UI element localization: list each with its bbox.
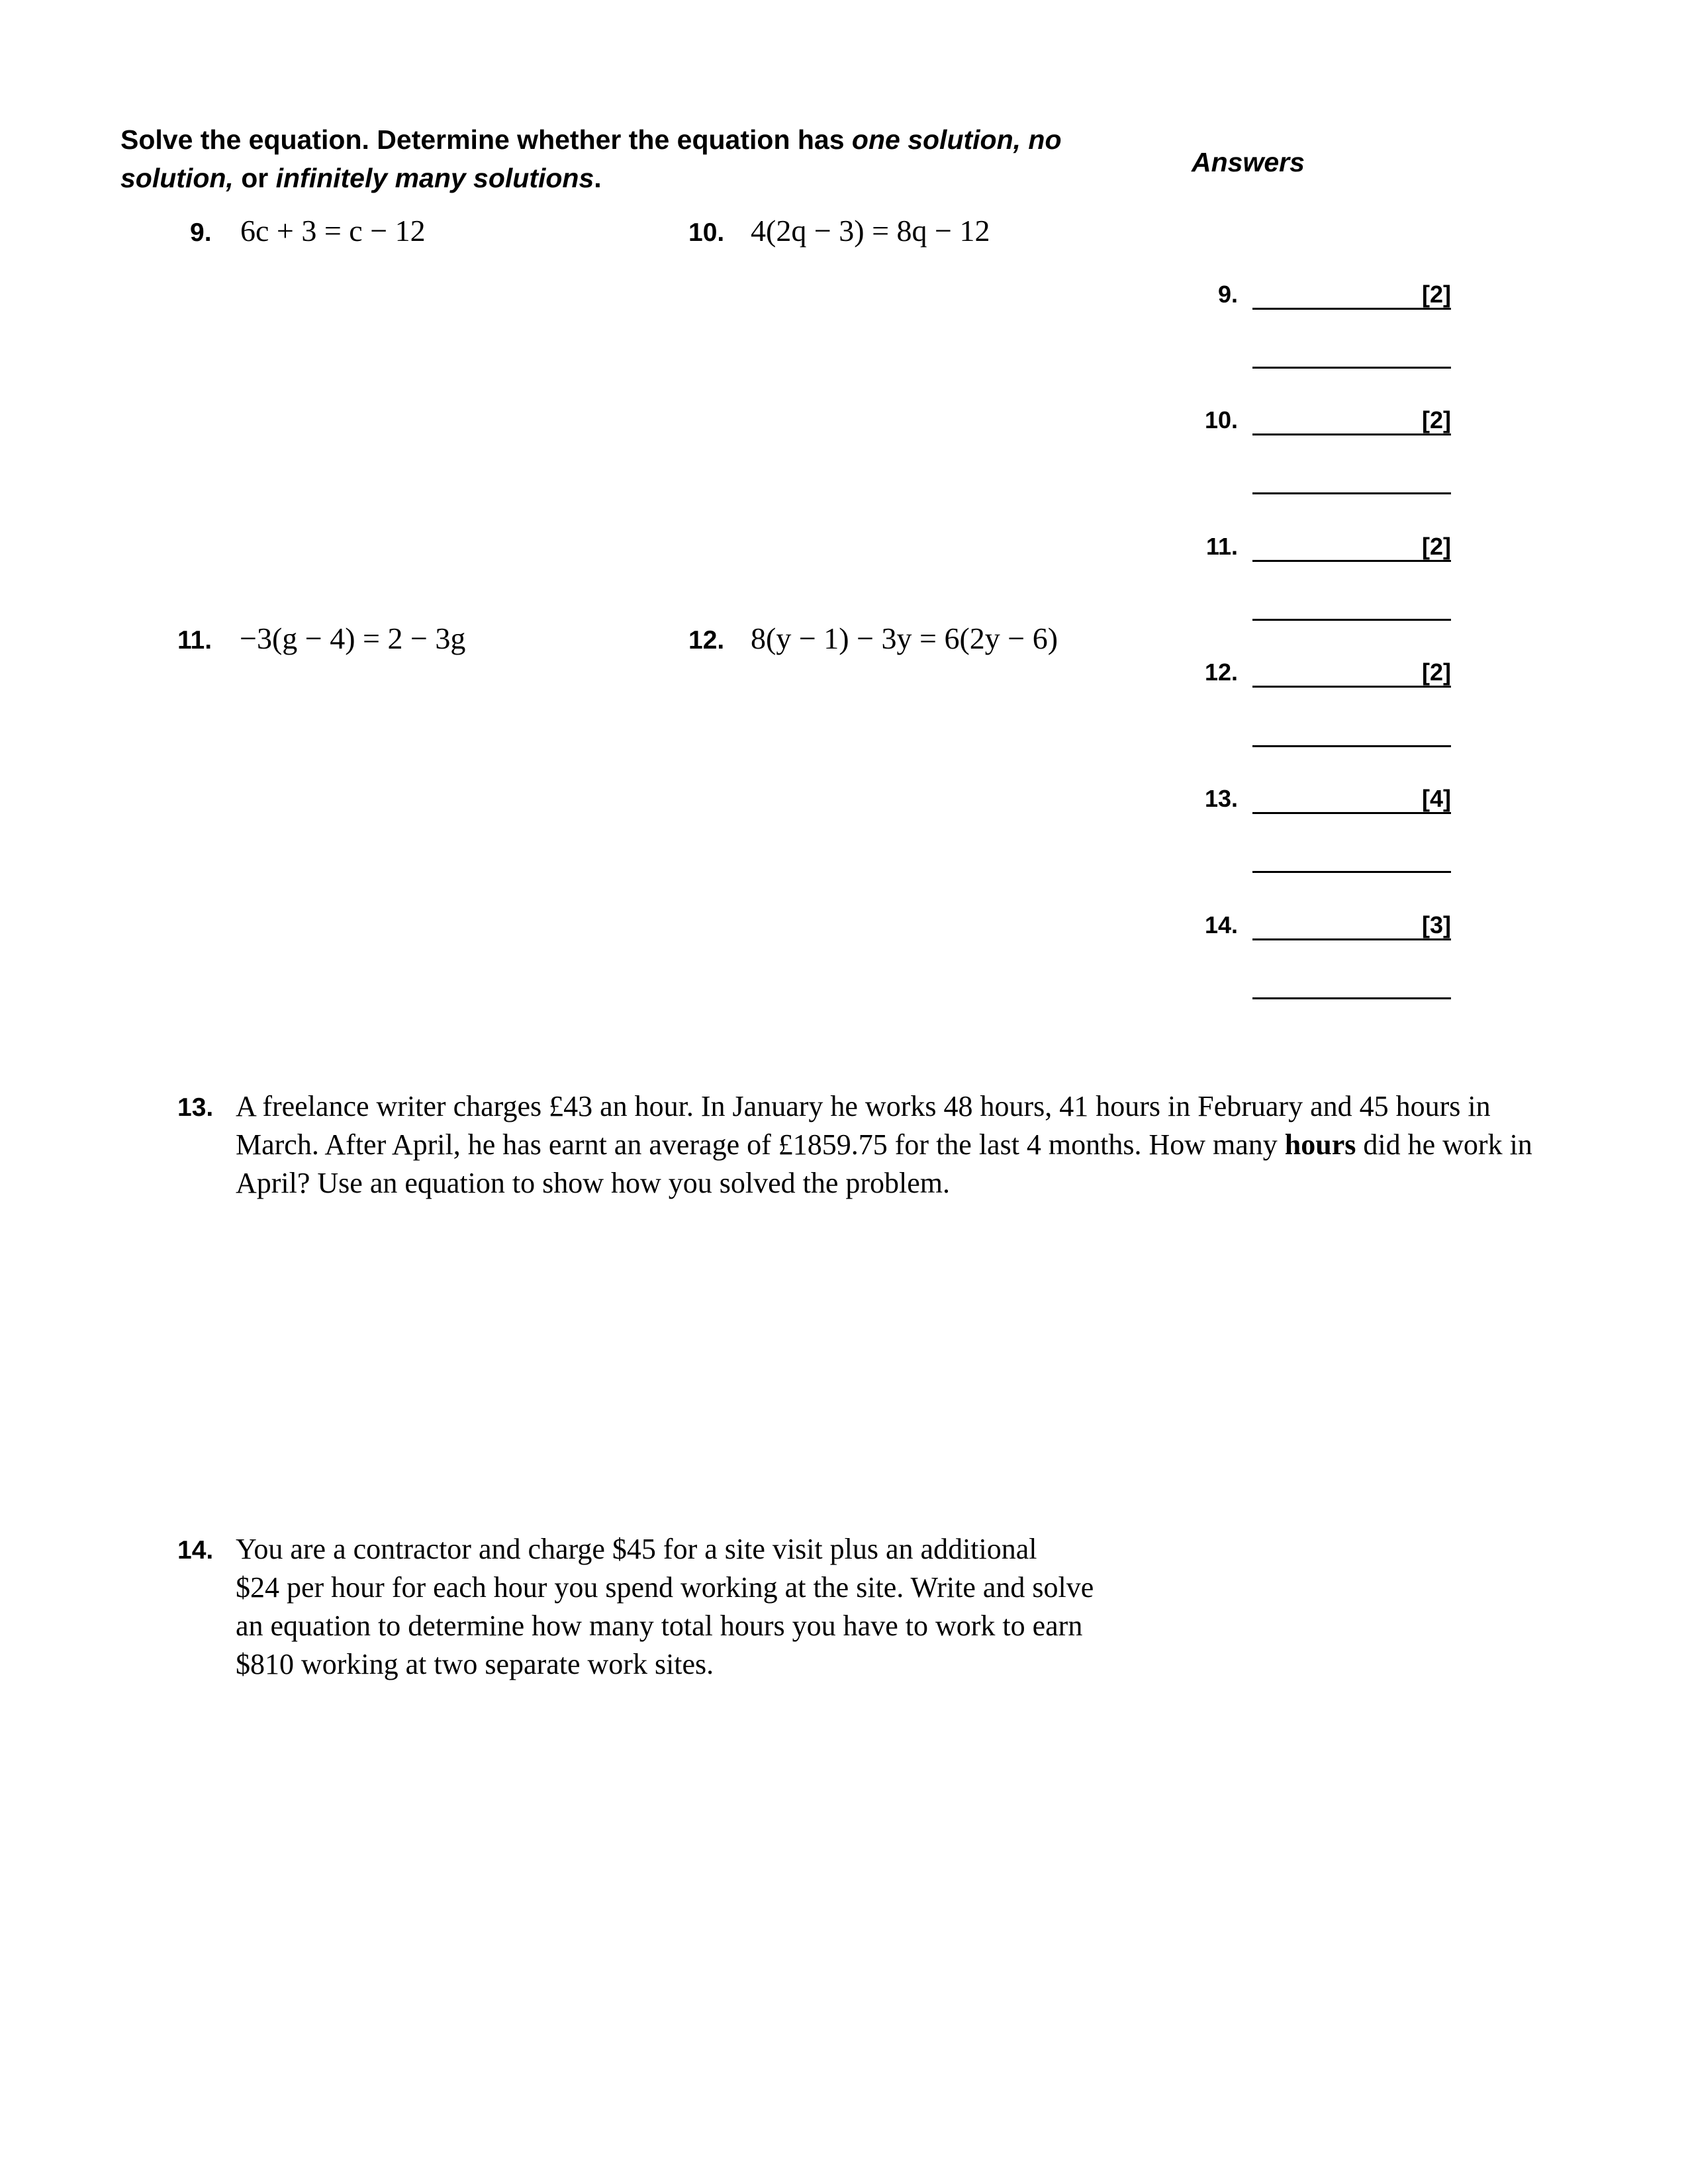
problem-13-text <box>236 1087 1560 1203</box>
problem-14-line-2: $24 per hour for each hour you spend working at the site. Write and solve <box>236 1571 1094 1604</box>
answer-extra-blank-9[interactable] <box>1252 367 1451 369</box>
answer-points-10: [2] <box>1422 406 1451 433</box>
equation-10 <box>688 213 990 248</box>
answers-heading: Answers <box>1192 147 1305 177</box>
equation-9-number: 9. <box>190 218 212 247</box>
problem-14-line-3: an equation to determine how many total hours you have to work to earn <box>236 1610 1083 1642</box>
answer-extra-blank-11[interactable] <box>1252 619 1451 621</box>
equation-9-expression: 6c + 3 = c − 12 <box>240 214 426 248</box>
answer-row-12 <box>1178 659 1456 692</box>
answer-row-10 <box>1178 406 1456 439</box>
instructions-option-2: infinitely many solutions <box>275 163 594 193</box>
answer-row-11 <box>1178 533 1456 566</box>
problem-13 <box>177 1087 1568 1206</box>
equation-12 <box>688 621 1058 656</box>
instructions-option-1: one solution, no solution, <box>120 124 1062 193</box>
answer-points-11: [2] <box>1422 533 1451 560</box>
equation-10-number: 10. <box>688 218 725 247</box>
answer-points-12: [2] <box>1422 659 1451 686</box>
equation-11-number: 11. <box>177 626 212 655</box>
equation-12-expression: 8(y − 1) − 3y = 6(2y − 6) <box>751 621 1058 655</box>
equation-10-expression: 4(2q − 3) = 8q − 12 <box>751 214 990 248</box>
answer-number-12: 12. <box>1204 659 1238 686</box>
problem-14-number: 14. <box>177 1536 214 1565</box>
instructions <box>120 120 1127 197</box>
problem-13-bold-word: hours <box>1284 1128 1356 1161</box>
answer-number-13: 13. <box>1204 785 1238 812</box>
answer-points-9: [2] <box>1422 281 1451 308</box>
answer-number-10: 10. <box>1204 406 1238 433</box>
problem-14-line-1: You are a contractor and charge $45 for a site visit plus an additional <box>236 1533 1037 1565</box>
answer-row-13 <box>1178 785 1456 818</box>
answer-points-14: [3] <box>1422 911 1451 938</box>
problem-14 <box>177 1530 1170 1689</box>
answer-points-13: [4] <box>1422 785 1451 812</box>
answer-number-9: 9. <box>1217 281 1238 308</box>
answer-number-11: 11. <box>1205 533 1238 560</box>
answer-row-14 <box>1178 911 1456 944</box>
equation-11-expression: −3(g − 4) = 2 − 3g <box>240 621 466 655</box>
answer-row-9 <box>1178 281 1456 314</box>
problem-14-line-4: $810 working at two separate work sites. <box>236 1648 714 1680</box>
problem-13-number: 13. <box>177 1093 214 1122</box>
problem-13-text-2: did he work in April? Use an equation to show how you solved the problem. <box>236 1128 1532 1199</box>
problem-13-text-1: A freelance writer charges £43 an hour. In January he works 48 hours, 41 hours in February and 45 hours in March. After April, he has earnt an average of £1859.75 for the last 4 months. How many <box>236 1090 1491 1161</box>
instructions-text-3: . <box>594 163 602 193</box>
answer-extra-blank-14[interactable] <box>1252 997 1451 999</box>
instructions-text-1: Solve the equation. Determine whether the equation has <box>120 124 852 155</box>
answer-extra-blank-10[interactable] <box>1252 492 1451 494</box>
answer-extra-blank-13[interactable] <box>1252 871 1451 873</box>
equation-12-number: 12. <box>688 626 725 655</box>
equation-9 <box>190 213 426 248</box>
equation-11 <box>177 621 465 656</box>
instructions-text-2: or <box>233 163 276 193</box>
problem-14-text <box>236 1530 1176 1684</box>
answer-extra-blank-12[interactable] <box>1252 745 1451 747</box>
answer-number-14: 14. <box>1204 911 1238 938</box>
